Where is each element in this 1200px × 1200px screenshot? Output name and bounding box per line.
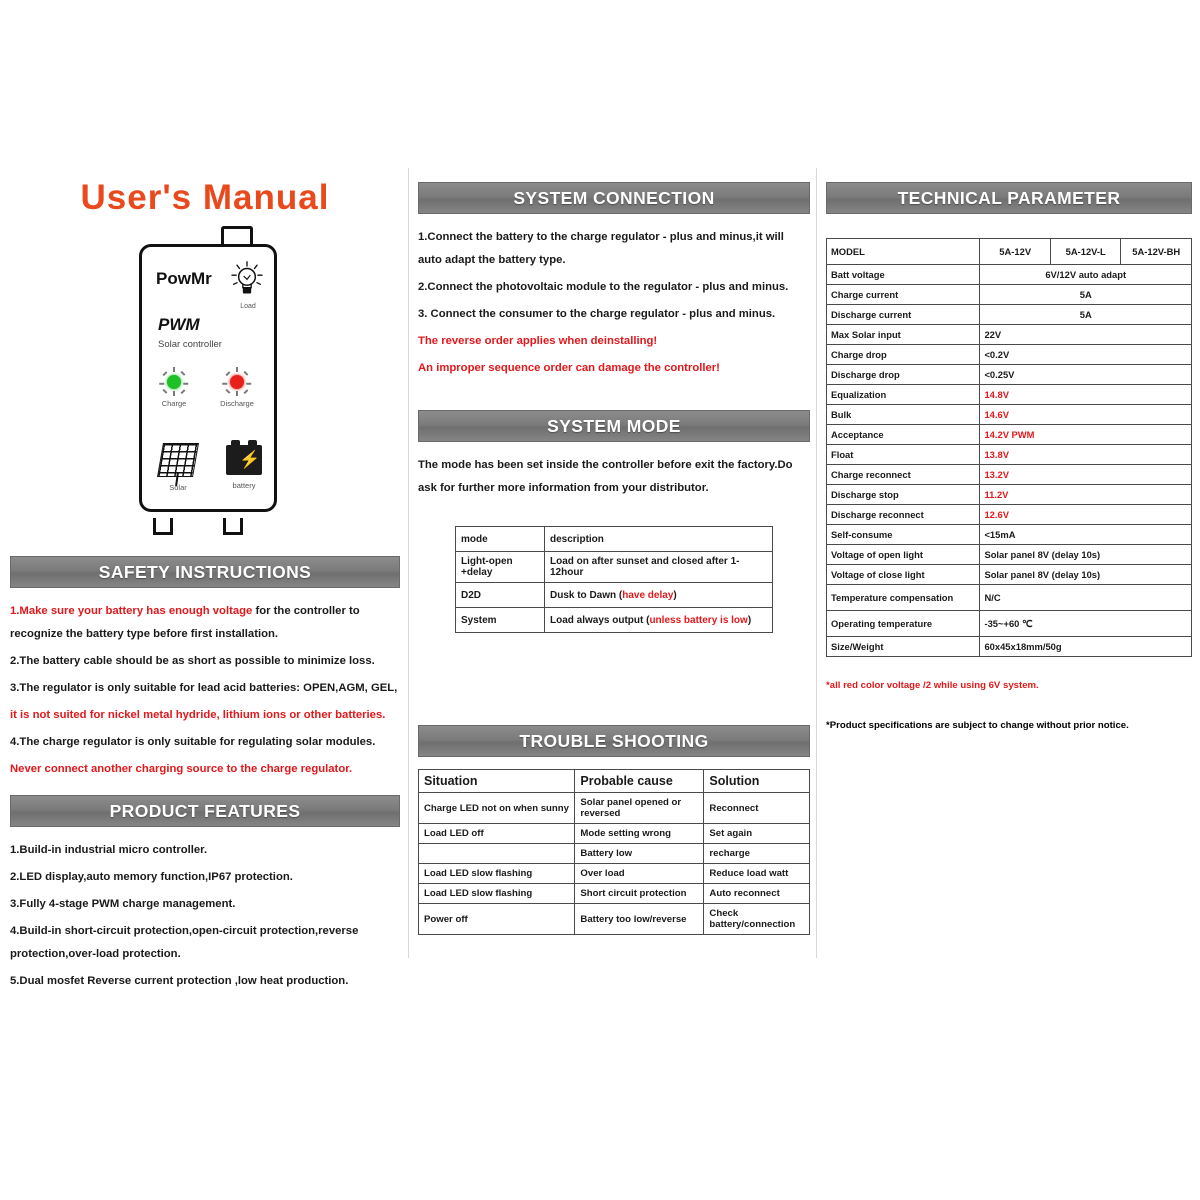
ts-cause: Short circuit protection [575,884,704,904]
tech-param-name: Equalization [827,385,980,405]
tech-param-name: Charge current [827,285,980,305]
table-row [827,565,1192,585]
device-pwm-label: PWM [158,315,200,334]
discharge-label: Discharge [220,399,254,408]
tech-param-value: 60x45x18mm/50g [980,637,1192,657]
table-row [827,285,1192,305]
tech-param-name: Operating temperature [827,611,980,637]
system-connection-heading: SYSTEM CONNECTION [418,182,810,214]
footnote-disclaimer: *Product specifications are subject to change without prior notice. [826,720,1129,731]
ts-header-cause: Probable cause [575,770,704,793]
ts-situation: Power off [419,904,575,935]
feature-item: 1.Build-in industrial micro controller. [10,844,208,856]
table-row [827,345,1192,365]
ts-cause: Solar panel opened or reversed [575,793,704,824]
connection-warning: The reverse order applies when deinstalling! [418,335,658,347]
charge-led-indicator [167,375,181,389]
table-row [827,611,1192,637]
trouble-shooting-table [418,769,810,935]
table-row [456,527,773,552]
system-mode-table [455,526,773,633]
tech-param-value: 12.6V [980,505,1192,525]
mode-desc: Load always output (unless battery is low) [545,608,773,633]
connection-item: 2.Connect the photovoltaic module to the regulator - plus and minus. [418,281,789,293]
connection-item: 1.Connect the battery to the charge regulator - plus and minus,it will auto adapt the battery type. [418,231,784,266]
ts-situation [419,844,575,864]
ts-cause: Over load [575,864,704,884]
column-divider-2 [816,168,817,958]
table-row [419,884,810,904]
product-features-list [10,839,400,993]
tech-param-value: -35~+60 ℃ [980,611,1192,637]
feature-item: 4.Build-in short-circuit protection,open-circuit protection,reverse protection,over-load protection. [10,925,359,960]
ts-situation: Load LED off [419,824,575,844]
load-label: Load [240,303,256,310]
table-row [827,465,1192,485]
ts-situation: Load LED slow flashing [419,884,575,904]
safety-item: 4.The charge regulator is only suitable for regulating solar modules. [10,736,376,748]
tech-param-name: Max Solar input [827,325,980,345]
tech-param-value: 13.2V [980,465,1192,485]
ts-solution: Check battery/connection [704,904,810,935]
tech-param-value: 6V/12V auto adapt [980,265,1192,285]
tech-param-value: <0.25V [980,365,1192,385]
tech-param-name: Bulk [827,405,980,425]
connection-item: 3. Connect the consumer to the charge regulator - plus and minus. [418,308,776,320]
tech-param-name: Discharge stop [827,485,980,505]
system-connection-list [418,226,810,380]
feature-item: 5.Dual mosfet Reverse current protection ,low heat production. [10,975,349,987]
tech-param-name: Batt voltage [827,265,980,285]
safety-item: 3.The regulator is only suitable for lead acid batteries: OPEN,AGM, GEL, [10,682,398,694]
table-row [827,525,1192,545]
mode-name: D2D [456,583,545,608]
table-row [419,793,810,824]
table-row [419,844,810,864]
tech-param-name: Charge drop [827,345,980,365]
ts-cause: Battery low [575,844,704,864]
tech-param-value: 13.8V [980,445,1192,465]
table-row [456,552,773,583]
tech-model-label: MODEL [827,239,980,265]
safety-instructions-list [10,600,400,781]
footnote-red: *all red color voltage /2 while using 6V system. [826,680,1039,691]
table-row [827,265,1192,285]
ts-header-situation: Situation [419,770,575,793]
ts-situation: Charge LED not on when sunny [419,793,575,824]
table-row [419,904,810,935]
ts-cause: Mode setting wrong [575,824,704,844]
tech-param-value: <15mA [980,525,1192,545]
tech-model-2: 5A-12V-L [1050,239,1121,265]
tech-param-value: 14.6V [980,405,1192,425]
solar-label: Solar [169,483,187,492]
safety-item: Never connect another charging source to the charge regulator. [10,763,353,775]
tech-param-name: Acceptance [827,425,980,445]
ts-cause: Battery too low/reverse [575,904,704,935]
table-row [827,545,1192,565]
tech-param-name: Float [827,445,980,465]
table-row [827,585,1192,611]
tech-param-value: Solar panel 8V (delay 10s) [980,565,1192,585]
tech-param-name: Discharge reconnect [827,505,980,525]
table-row [419,824,810,844]
table-row [827,485,1192,505]
mode-name: System [456,608,545,633]
mode-header-description: description [545,527,773,552]
table-row [827,445,1192,465]
ts-situation: Load LED slow flashing [419,864,575,884]
left-column [10,160,400,997]
system-mode-heading: SYSTEM MODE [418,410,810,442]
battery-label: battery [232,481,256,490]
connection-warning: An improper sequence order can damage the controller! [418,362,720,374]
tech-param-value: 5A [980,305,1192,325]
table-row [827,425,1192,445]
battery-icon: ⚡ [226,445,262,475]
technical-parameter-table [826,238,1192,657]
tech-param-name: Size/Weight [827,637,980,657]
solar-panel-icon [157,443,199,477]
tech-param-name: Temperature compensation [827,585,980,611]
system-mode-intro: The mode has been set inside the controller before exit the factory.Do ask for further more information from your distributor. [418,459,793,494]
ts-solution: Set again [704,824,810,844]
table-row [827,325,1192,345]
table-row [827,305,1192,325]
right-column [826,160,1192,737]
table-row [456,583,773,608]
table-row [827,239,1192,265]
tech-param-name: Voltage of close light [827,565,980,585]
tech-param-name: Voltage of open light [827,545,980,565]
ts-header-solution: Solution [704,770,810,793]
ts-solution: Reconnect [704,793,810,824]
device-subtitle-label: Solar controller [158,339,222,350]
table-row [456,608,773,633]
middle-column [418,160,810,935]
table-row [827,505,1192,525]
device-body [139,244,277,512]
mode-desc: Dusk to Dawn (have delay) [545,583,773,608]
ts-solution: Reduce load watt [704,864,810,884]
mode-desc: Load on after sunset and closed after 1-12hour [545,552,773,583]
device-brand-label: PowMr [156,269,212,288]
ts-solution: Auto reconnect [704,884,810,904]
column-divider-1 [408,168,409,958]
ts-solution: recharge [704,844,810,864]
safety-instructions-heading: SAFETY INSTRUCTIONS [10,556,400,588]
tech-param-value: Solar panel 8V (delay 10s) [980,545,1192,565]
device-foot-left [153,518,173,535]
safety-item: 1.Make sure your battery has enough voltage for the controller to recognize the battery type before first installation. [10,605,360,640]
tech-model-1: 5A-12V [980,239,1051,265]
mode-name: Light-open +delay [456,552,545,583]
safety-item: 2.The battery cable should be as short as possible to minimize loss. [10,655,375,667]
tech-param-value: 22V [980,325,1192,345]
tech-param-value: N/C [980,585,1192,611]
table-row [419,864,810,884]
table-row [827,385,1192,405]
device-foot-right [223,518,243,535]
product-features-heading: PRODUCT FEATURES [10,795,400,827]
tech-param-value: 14.8V [980,385,1192,405]
page-title: User's Manual [80,178,330,217]
table-row [419,770,810,793]
feature-item: 3.Fully 4-stage PWM charge management. [10,898,236,910]
tech-param-value: 11.2V [980,485,1192,505]
mode-header-mode: mode [456,527,545,552]
technical-parameter-heading: TECHNICAL PARAMETER [826,182,1192,214]
device-illustration [10,226,400,522]
safety-item: it is not suited for nickel metal hydride, lithium ions or other batteries. [10,709,386,721]
tech-param-name: Charge reconnect [827,465,980,485]
tech-param-name: Discharge current [827,305,980,325]
tech-param-name: Discharge drop [827,365,980,385]
trouble-shooting-heading: TROUBLE SHOOTING [418,725,810,757]
table-row [827,405,1192,425]
charge-label: Charge [161,399,187,408]
table-row [827,637,1192,657]
tech-param-value: 14.2V PWM [980,425,1192,445]
feature-item: 2.LED display,auto memory function,IP67 protection. [10,871,293,883]
light-bulb-icon [230,261,264,301]
tech-param-value: <0.2V [980,345,1192,365]
tech-param-value: 5A [980,285,1192,305]
table-row [827,365,1192,385]
discharge-led-indicator [230,375,244,389]
tech-param-name: Self-consume [827,525,980,545]
tech-model-3: 5A-12V-BH [1121,239,1192,265]
